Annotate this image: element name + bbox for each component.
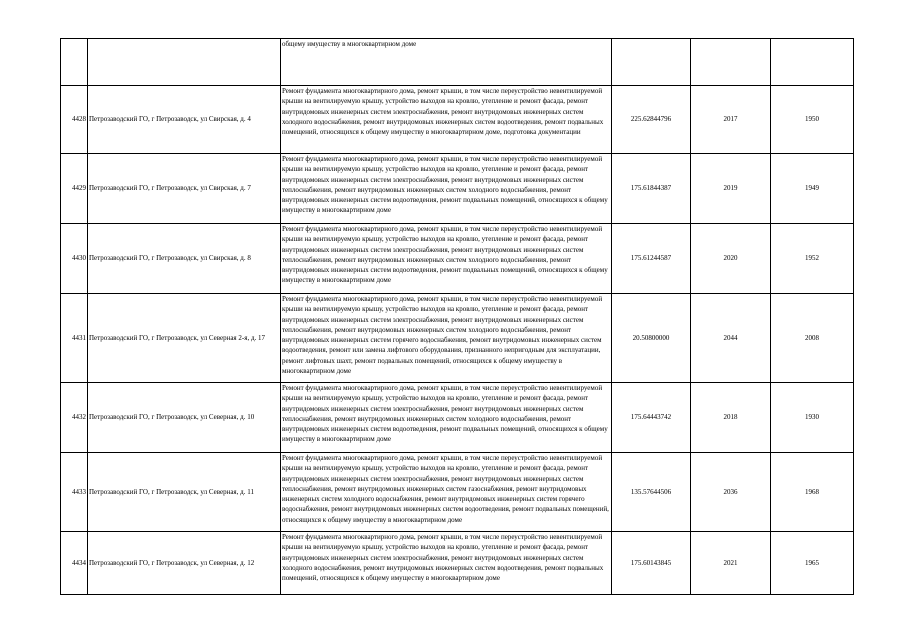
planned-year-cell: 2019 [691,154,771,224]
address-cell: Петрозаводский ГО, г Петрозаводск, ул Северная, д. 10 [88,383,281,453]
table-row [61,383,854,453]
planned-year-cell: 2044 [691,294,771,383]
works-cell: Ремонт фундамента многоквартирного дома, ремонт крыши, в том числе переустройство невентилируемой крыши на вентилируемую крышу, устройство выходов на кровлю, утепление и ремонт фасада, ремонт внутридомовых инженерных систем электроснабжения, ремонт внутридомовых инженерных систем теплоснабжения, ремонт внутридомовых инженерных систем газоснабжения, ремонт внутридомовых инженерных систем холодного водоснабжения, ремонт внутридомовых инженерных систем горячего водоснабжения, ремонт внутридомовых инженерных систем водоотведения, ремонт подвальных помещений, относящихся к общему имуществу в многоквартирном доме [281,453,612,532]
build-year-cell [771,39,854,86]
row-number: 4431 [61,294,88,383]
table-row [61,453,854,532]
table-row [61,532,854,595]
build-year-cell: 1968 [771,453,854,532]
cost-cell: 175.61244587 [612,224,691,294]
planned-year-cell: 2021 [691,532,771,595]
cost-cell: 175.64443742 [612,383,691,453]
works-cell: Ремонт фундамента многоквартирного дома, ремонт крыши, в том числе переустройство невентилируемой крыши на вентилируемую крышу, устройство выходов на кровлю, утепление и ремонт фасада, ремонт внутридомовых инженерных систем электроснабжения, ремонт внутридомовых инженерных систем холодного водоснабжения, ремонт внутридомовых инженерных систем водоотведения, ремонт подвальных помещений, относящихся к общему имуществу в многоквартирном доме [281,532,612,595]
address-cell: Петрозаводский ГО, г Петрозаводск, ул Свирская, д. 7 [88,154,281,224]
table-row [61,154,854,224]
cost-cell: 175.61844387 [612,154,691,224]
cost-cell: 175.60143845 [612,532,691,595]
works-cell: Ремонт фундамента многоквартирного дома, ремонт крыши, в том числе переустройство невентилируемой крыши на вентилируемую крышу, устройство выходов на кровлю, утепление и ремонт фасада, ремонт внутридомовых инженерных систем электроснабжения, ремонт внутридомовых инженерных систем холодного водоснабжения, ремонт внутридомовых инженерных систем водоотведения, ремонт подвальных помещений, относящихся к общему имуществу в многоквартирном доме, подготовка документации [281,86,612,154]
planned-year-cell: 2036 [691,453,771,532]
address-cell: Петрозаводский ГО, г Петрозаводск, ул Северная 2-я, д. 17 [88,294,281,383]
build-year-cell: 1965 [771,532,854,595]
cost-cell [612,39,691,86]
row-number: 4429 [61,154,88,224]
table-row [61,224,854,294]
table-row [61,86,854,154]
capital-repair-table [60,38,854,595]
planned-year-cell: 2018 [691,383,771,453]
planned-year-cell: 2017 [691,86,771,154]
works-cell: Ремонт фундамента многоквартирного дома, ремонт крыши, в том числе переустройство невентилируемой крыши на вентилируемую крышу, устройство выходов на кровлю, утепление и ремонт фасада, ремонт внутридомовых инженерных систем электроснабжения, ремонт внутридомовых инженерных систем теплоснабжения, ремонт внутридомовых инженерных систем холодного водоснабжения, ремонт внутридомовых инженерных систем горячего водоснабжения, ремонт внутридомовых инженерных систем водоотведения, ремонт или замена лифтового оборудования, признанного непригодным для эксплуатации, ремонт лифтовых шахт, ремонт подвальных помещений, относящихся к общему имуществу в многоквартирном доме [281,294,612,383]
build-year-cell: 1952 [771,224,854,294]
row-number [61,39,88,86]
build-year-cell: 2008 [771,294,854,383]
address-cell [88,39,281,86]
row-number: 4434 [61,532,88,595]
cost-cell: 225.62844796 [612,86,691,154]
cost-cell: 20.50800000 [612,294,691,383]
cost-cell: 135.57644506 [612,453,691,532]
works-cell: Ремонт фундамента многоквартирного дома, ремонт крыши, в том числе переустройство невентилируемой крыши на вентилируемую крышу, устройство выходов на кровлю, утепление и ремонт фасада, ремонт внутридомовых инженерных систем электроснабжения, ремонт внутридомовых инженерных систем теплоснабжения, ремонт внутридомовых инженерных систем холодного водоснабжения, ремонт внутридомовых инженерных систем водоотведения, ремонт подвальных помещений, относящихся к общему имуществу в многоквартирном доме [281,224,612,294]
table-row [61,294,854,383]
address-cell: Петрозаводский ГО, г Петрозаводск, ул Северная, д. 11 [88,453,281,532]
row-number: 4433 [61,453,88,532]
build-year-cell: 1950 [771,86,854,154]
row-number: 4430 [61,224,88,294]
address-cell: Петрозаводский ГО, г Петрозаводск, ул Свирская, д. 4 [88,86,281,154]
row-number: 4432 [61,383,88,453]
build-year-cell: 1949 [771,154,854,224]
works-cell: Ремонт фундамента многоквартирного дома, ремонт крыши, в том числе переустройство невентилируемой крыши на вентилируемую крышу, устройство выходов на кровлю, утепление и ремонт фасада, ремонт внутридомовых инженерных систем электроснабжения, ремонт внутридомовых инженерных систем теплоснабжения, ремонт внутридомовых инженерных систем холодного водоснабжения, ремонт внутридомовых инженерных систем водоотведения, ремонт подвальных помещений, относящихся к общему имуществу в многоквартирном доме [281,383,612,453]
continuation-row [61,39,854,86]
works-cell: общему имуществу в многоквартирном доме [281,39,612,86]
address-cell: Петрозаводский ГО, г Петрозаводск, ул Свирская, д. 8 [88,224,281,294]
planned-year-cell [691,39,771,86]
address-cell: Петрозаводский ГО, г Петрозаводск, ул Северная, д. 12 [88,532,281,595]
row-number: 4428 [61,86,88,154]
planned-year-cell: 2020 [691,224,771,294]
build-year-cell: 1930 [771,383,854,453]
works-cell: Ремонт фундамента многоквартирного дома, ремонт крыши, в том числе переустройство невентилируемой крыши на вентилируемую крышу, устройство выходов на кровлю, утепление и ремонт фасада, ремонт внутридомовых инженерных систем электроснабжения, ремонт внутридомовых инженерных систем теплоснабжения, ремонт внутридомовых инженерных систем холодного водоснабжения, ремонт внутридомовых инженерных систем водоотведения, ремонт подвальных помещений, относящихся к общему имуществу в многоквартирном доме [281,154,612,224]
